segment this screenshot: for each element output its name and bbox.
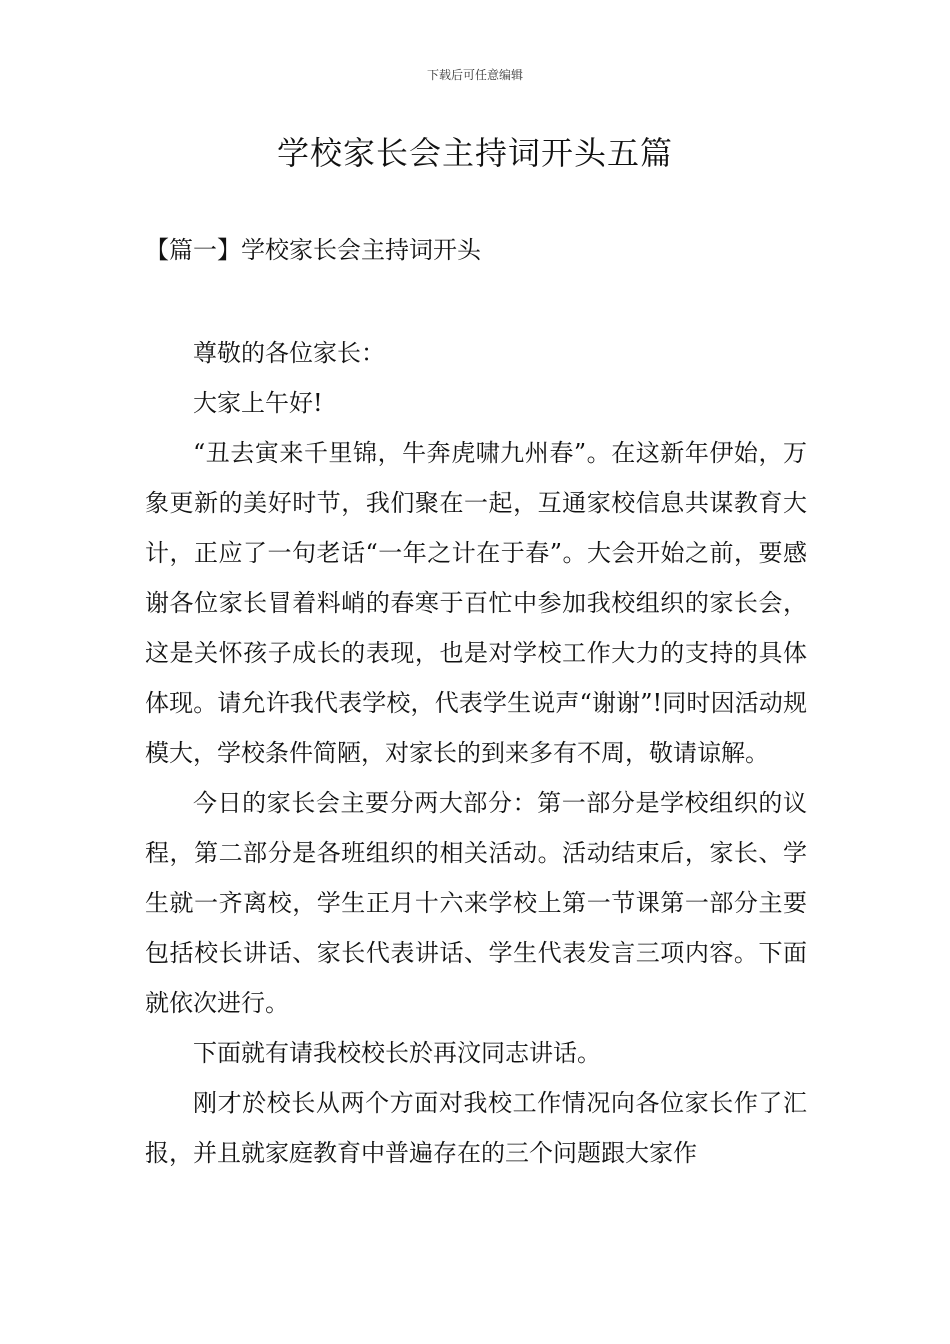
body-text [145, 328, 807, 1178]
section-heading: 【篇一】学校家长会主持词开头 [145, 236, 481, 264]
paragraph-salutation: 尊敬的各位家长： [193, 339, 385, 367]
header-note: 下载后可任意编辑 [426, 68, 523, 82]
paragraph-principal-intro: 下面就有请我校校长於再汶同志讲话。 [193, 1039, 601, 1067]
paragraph-principal-summary: 刚才於校长从两个方面对我校工作情况向各位家长作了汇报，并且就家庭教育中普遍存在的三个问题跟大家作 [145, 1089, 807, 1167]
paragraph-greeting: 大家上午好! [193, 389, 323, 417]
document-title: 学校家长会主持词开头五篇 [276, 134, 673, 172]
paragraph-agenda: 今日的家长会主要分两大部分：第一部分是学校组织的议程，第二部分是各班组织的相关活动。活动结束后，家长、学生就一齐离校，学生正月十六来学校上第一节课第一部分主要包括校长讲话、家长代表讲话、学生代表发言三项内容。下面就依次进行。 [145, 789, 807, 1017]
paragraph-opening: “丑去寅来千里锦，牛奔虎啸九州春”。在这新年伊始，万象更新的美好时节，我们聚在一起，互通家校信息共谋教育大计，正应了一句老话“一年之计在于春”。大会开始之前，要感谢各位家长冒着料峭的春寒于百忙中参加我校组织的家长会，这是关怀孩子成长的表现，也是对学校工作大力的支持的具体体现。请允许我代表学校，代表学生说声“谢谢”!同时因活动规模大，学校条件简陋，对家长的到来多有不周，敬请谅解。 [145, 439, 807, 767]
